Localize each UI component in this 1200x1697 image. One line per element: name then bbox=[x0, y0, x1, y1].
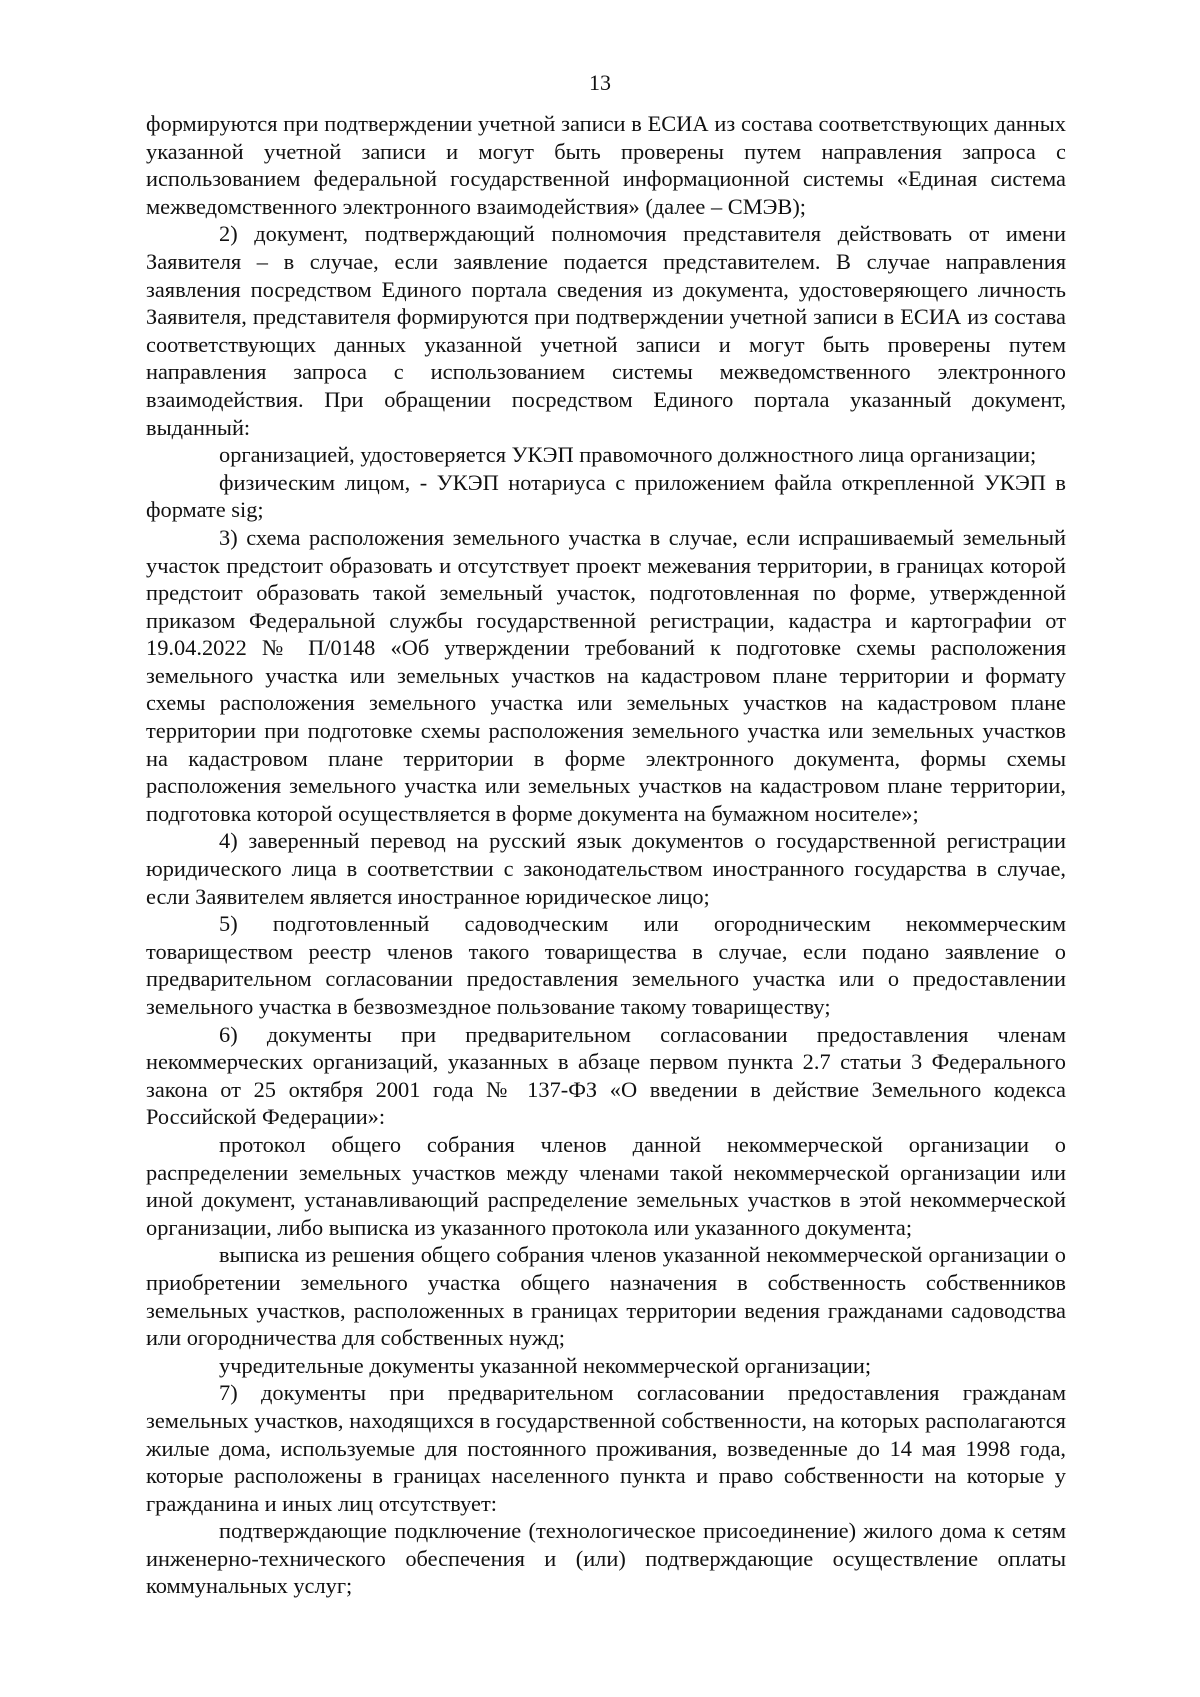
paragraph: физическим лицом, - УКЭП нотариуса с приложением файла открепленной УКЭП в формате sig; bbox=[146, 469, 1066, 523]
paragraph: протокол общего собрания членов данной некоммерческой организации о распределении земельных участков между членами такой некоммерческой организации или иной документ, устанавливающий распределение земельных участков в этой некоммерческой организации, либо выписка из указанного протокола или указанного документа; bbox=[146, 1131, 1066, 1240]
paragraph: 3) схема расположения земельного участка в случае, если испрашиваемый земельный участок предстоит образовать и отсутствует проект межевания территории, в границах которой предстоит образовать такой земельный участок, подготовленная по форме, утвержденной приказом Федеральной службы государственной регистрации, кадастра и картографии от 19.04.2022 № П/0148 «Об утверждении требований к подготовке схемы расположения земельного участка или земельных участков на кадастровом плане территории и формату схемы расположения земельного участка или земельных участков на кадастровом плане территории при подготовке схемы расположения земельного участка или земельных участков на кадастровом плане территории в форме электронного документа, формы схемы расположения земельного участка или земельных участков на кадастровом плане территории, подготовка которой осуществляется в форме документа на бумажном носителе»; bbox=[146, 524, 1066, 826]
paragraph: 2) документ, подтверждающий полномочия представителя действовать от имени Заявителя – в случае, если заявление подается представителем. В случае направления заявления посредством Единого портала сведения из документа, удостоверяющего личность Заявителя, представителя формируются при подтверждении учетной записи в ЕСИА из состава соответствующих данных указанной учетной записи и могут быть проверены путем направления запроса с использованием системы межведомственного электронного взаимодействия. При обращении посредством Единого портала указанный документ, выданный: bbox=[146, 221, 1066, 440]
paragraph: 4) заверенный перевод на русский язык документов о государственной регистрации юридического лица в соответствии с законодательством иностранного государства в случае, если Заявителем является иностранное юридическое лицо; bbox=[146, 828, 1066, 909]
paragraph: 7) документы при предварительном согласовании предоставления гражданам земельных участков, находящихся в государственной собственности, на которых располагаются жилые дома, используемые для постоянного проживания, возведенные до 14 мая 1998 года, которые расположены в границах населенного пункта и право собственности на которые у гражданина и иных лиц отсутствует: bbox=[146, 1380, 1066, 1516]
paragraph: 5) подготовленный садоводческим или огородническим некоммерческим товариществом реестр членов такого товарищества в случае, если подано заявление о предварительном согласовании предоставления земельного участка или о предоставлении земельного участка в безвозмездное пользование такому товариществу; bbox=[146, 911, 1066, 1019]
document-body bbox=[146, 110, 1066, 1600]
paragraph: учредительные документы указанной некоммерческой организации; bbox=[219, 1352, 872, 1378]
paragraph: подтверждающие подключение (технологическое присоединение) жилого дома к сетям инженерно-технического обеспечения и (или) подтверждающие осуществление оплаты коммунальных услуг; bbox=[146, 1518, 1066, 1599]
paragraph: формируются при подтверждении учетной записи в ЕСИА из состава соответствующих данных указанной учетной записи и могут быть проверены путем направления запроса с использованием федеральной государственной информационной системы «Единая система межведомственного электронного взаимодействия» (далее – СМЭВ); bbox=[146, 111, 1066, 219]
paragraph: 6) документы при предварительном согласовании предоставления членам некоммерческих организаций, указанных в абзаце первом пункта 2.7 статьи 3 Федерального закона от 25 октября 2001 года № 137-ФЗ «О введении в действие Земельного кодекса Российской Федерации»: bbox=[146, 1021, 1066, 1130]
paragraph: выписка из решения общего собрания членов указанной некоммерческой организации о приобретении земельного участка общего назначения в собственность собственников земельных участков, расположенных в границах территории ведения гражданами садоводства или огородничества для собственных нужд; bbox=[146, 1242, 1066, 1351]
page-number: 13 bbox=[589, 70, 611, 95]
paragraph: организацией, удостоверяется УКЭП правомочного должностного лица организации; bbox=[219, 442, 1037, 468]
